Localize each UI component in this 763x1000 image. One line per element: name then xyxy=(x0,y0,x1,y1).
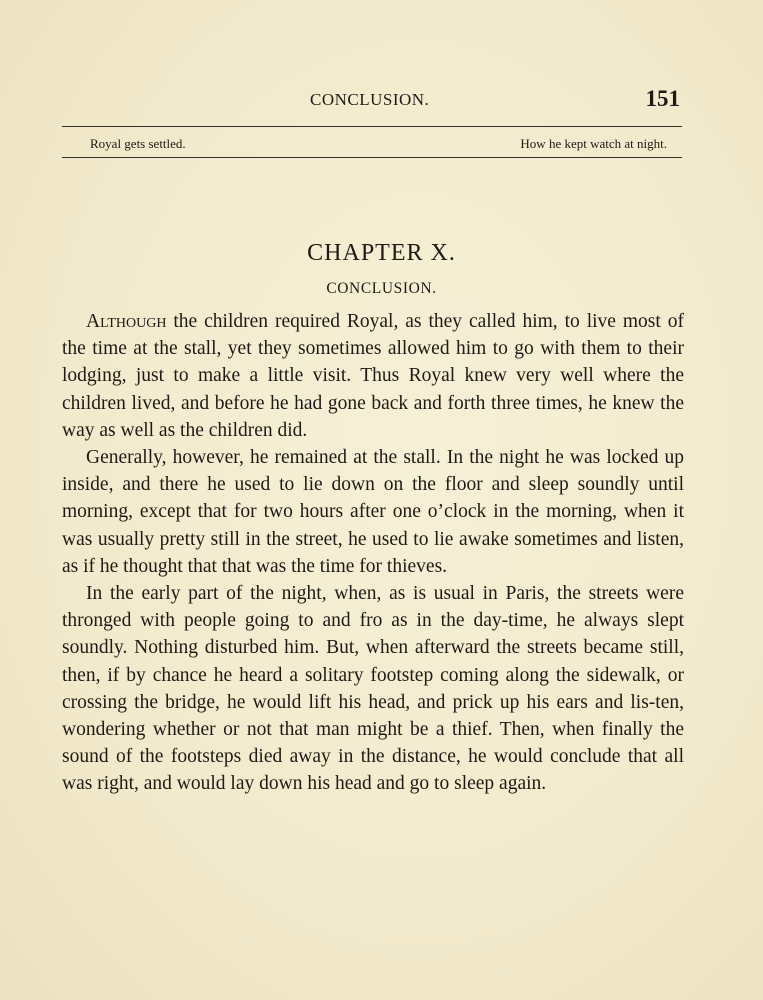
paragraph-1 xyxy=(62,308,684,444)
chapter-subtitle: CONCLUSION. xyxy=(326,280,437,297)
paragraph-text: Generally, however, he remained at the stall. In the night he was locked up inside, and there he used to lie down on the floor and sleep soundly until morning, except that for two hours after one o’clock in the morning, when it was usually pretty still in the street, he used to lie awake sometimes and listen, as if he thought that that was the time for thieves. xyxy=(62,447,684,577)
side-heading-left: Royal gets settled. xyxy=(90,136,186,151)
side-heading-right: How he kept watch at night. xyxy=(520,136,667,151)
paragraph-2 xyxy=(62,444,684,580)
paragraph-text: In the early part of the night, when, as is usual in Paris, the streets were thronged with people going to and fro as in the day-time, he always slept soundly. Nothing disturbed him. But, when afterward the streets became still, then, if by chance he heard a solitary footstep coming along the sidewalk, or crossing the bridge, he would lift his head, and prick up his ears and lis-ten, wondering whether or not that man might be a thief. Then, when finally the sound of the footsteps died away in the distance, he would conclude that all was right, and would lay down his head and go to sleep again. xyxy=(62,583,684,795)
header-rule-top xyxy=(62,126,682,127)
header-rule-bottom xyxy=(62,157,682,158)
running-head xyxy=(62,86,682,112)
body-text xyxy=(62,308,684,798)
paragraph-text: the children required Royal, as they called him, to live most of the time at the stall, yet they sometimes allowed him to go with them to their lodging, just to make a little visit. Thus Royal knew very well where the children lived, and before he had gone back and forth three times, he knew the way as well as the children did. xyxy=(62,311,684,441)
running-title: CONCLUSION. xyxy=(310,90,430,109)
paragraph-lead-word: Although xyxy=(86,311,167,332)
chapter-title: CHAPTER X. xyxy=(307,240,456,266)
paragraph-3 xyxy=(62,580,684,798)
page-number: 151 xyxy=(645,86,680,111)
